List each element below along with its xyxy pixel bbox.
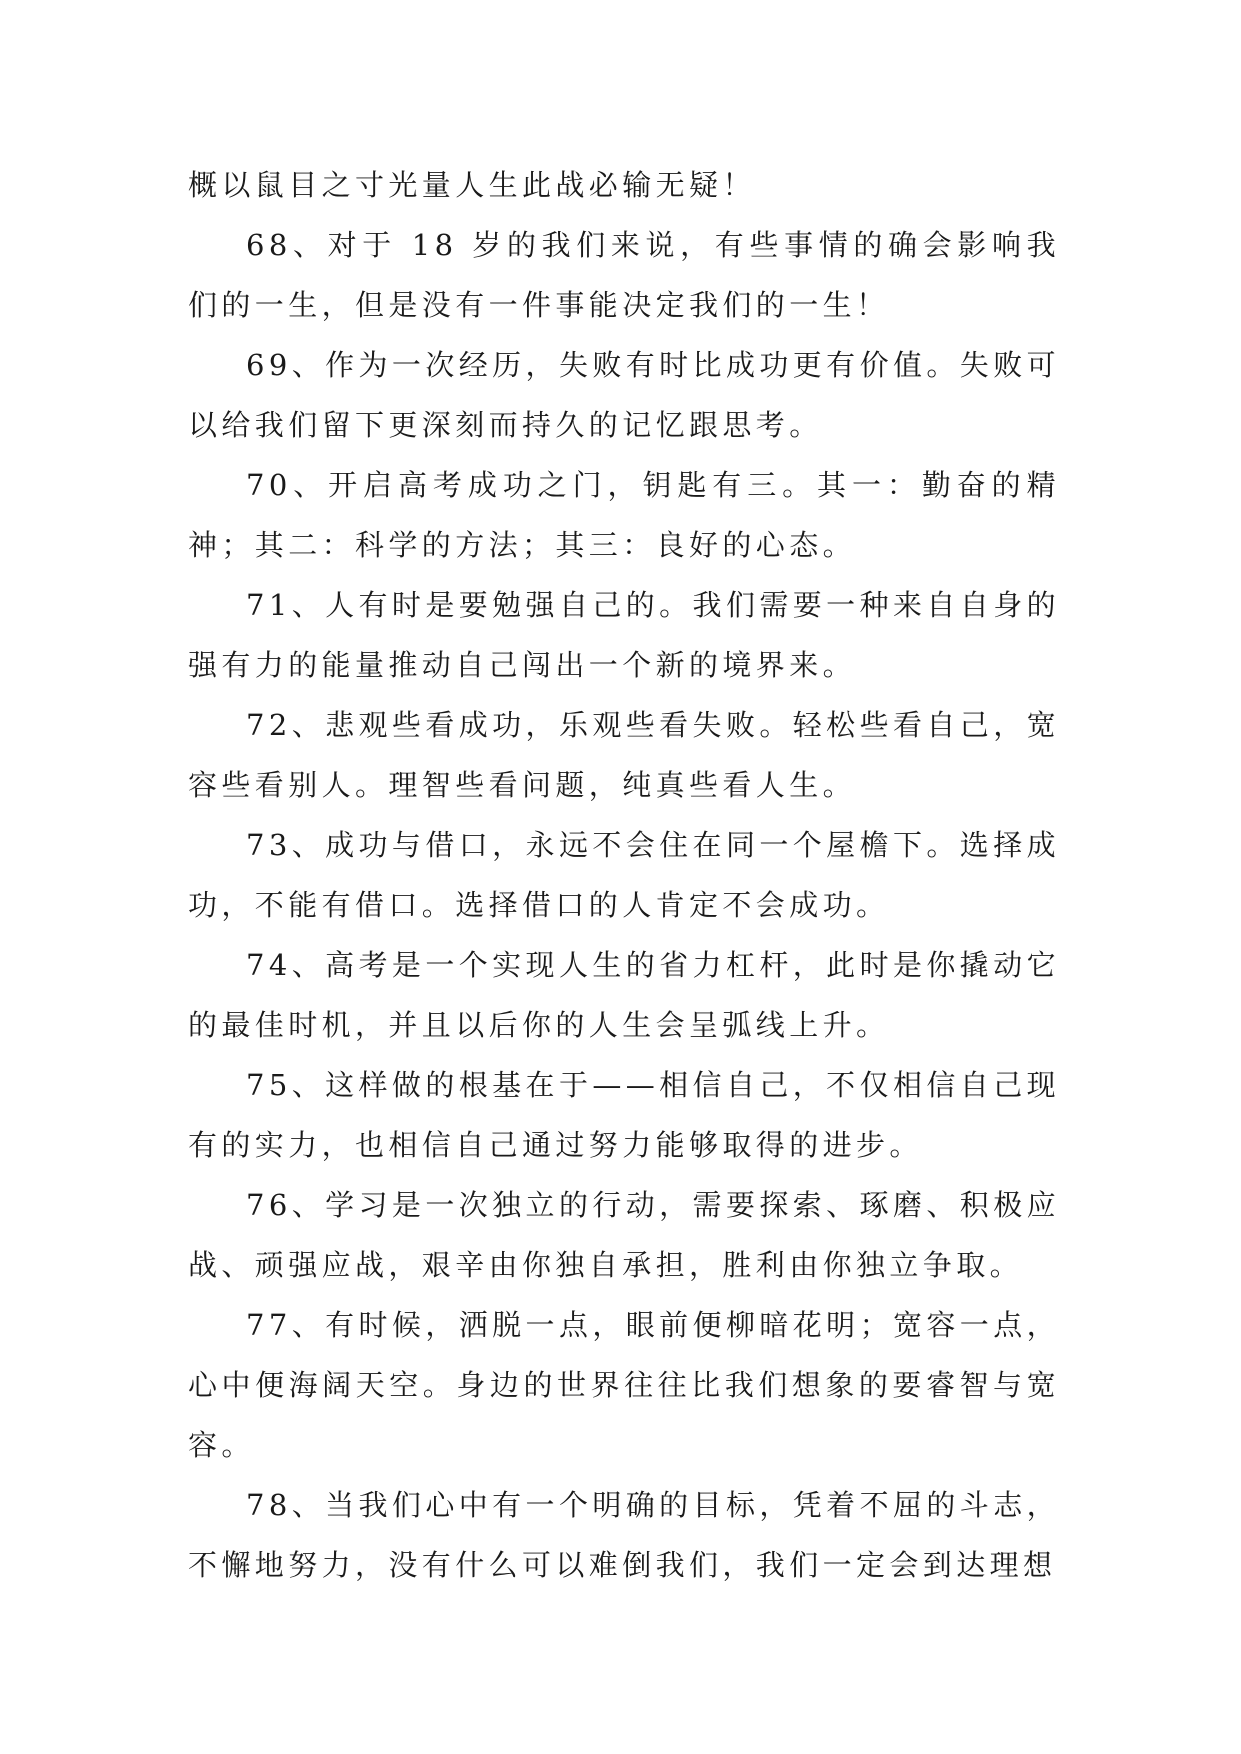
paragraph-72: 72、悲观些看成功，乐观些看失败。轻松些看自己，宽容些看别人。理智些看问题，纯真些看人生。 <box>188 708 1060 802</box>
paragraph-74: 74、高考是一个实现人生的省力杠杆，此时是你撬动它的最佳时机，并且以后你的人生会呈弧线上升。 <box>188 948 1060 1042</box>
paragraph-76: 76、学习是一次独立的行动，需要探索、琢磨、积极应战、顽强应战，艰辛由你独自承担，胜利由你独立争取。 <box>188 1188 1060 1282</box>
paragraph-77: 77、有时候，洒脱一点，眼前便柳暗花明；宽容一点，心中便海阔天空。身边的世界往往比我们想象的要睿智与宽容。 <box>188 1308 1060 1462</box>
paragraph-continuation: 概以鼠目之寸光量人生此战必输无疑！ <box>188 168 756 202</box>
paragraph-71: 71、人有时是要勉强自己的。我们需要一种来自自身的强有力的能量推动自己闯出一个新的境界来。 <box>188 588 1060 682</box>
document-body <box>188 155 1060 1595</box>
paragraph-75: 75、这样做的根基在于——相信自己，不仅相信自己现有的实力，也相信自己通过努力能够取得的进步。 <box>188 1068 1060 1162</box>
paragraph-68: 68、对于 18 岁的我们来说，有些事情的确会影响我们的一生，但是没有一件事能决定我们的一生！ <box>188 228 1060 322</box>
paragraph-78: 78、当我们心中有一个明确的目标，凭着不屈的斗志，不懈地努力，没有什么可以难倒我们，我们一定会到达理想 <box>188 1488 1060 1582</box>
paragraph-70: 70、开启高考成功之门，钥匙有三。其一：勤奋的精神；其二：科学的方法；其三：良好的心态。 <box>188 468 1060 562</box>
paragraph-73: 73、成功与借口，永远不会住在同一个屋檐下。选择成功，不能有借口。选择借口的人肯定不会成功。 <box>188 828 1060 922</box>
paragraph-69: 69、作为一次经历，失败有时比成功更有价值。失败可以给我们留下更深刻而持久的记忆跟思考。 <box>188 348 1060 442</box>
